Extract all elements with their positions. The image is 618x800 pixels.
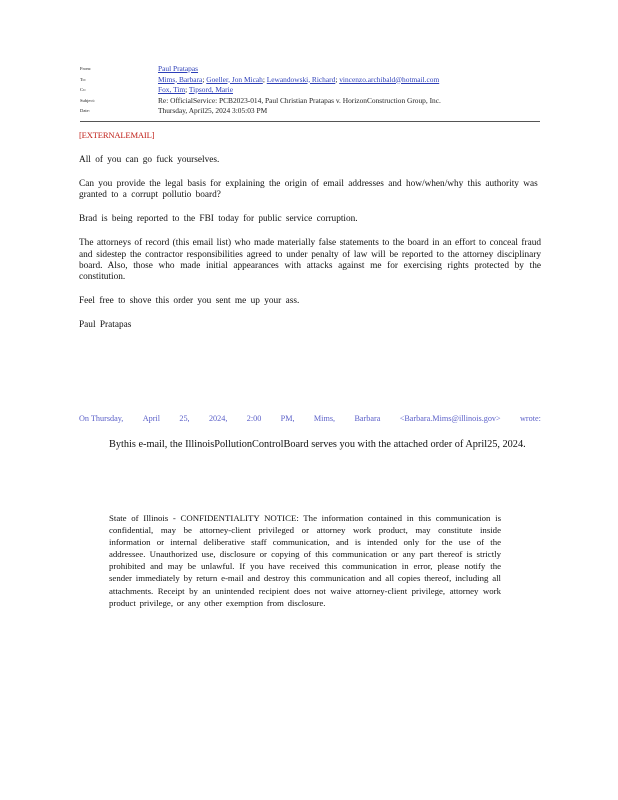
subject-value: Re: OfficialService: PCB2023-014, Paul Christian Pratapas v. HorizonConstruction Group, Inc. bbox=[158, 95, 441, 105]
body-paragraph: Can you provide the legal basis for explaining the origin of email addresses and how/when/why this authority was granted to a corrupt pollutio board? bbox=[79, 178, 538, 201]
subject-label: Subject: bbox=[80, 97, 96, 103]
external-email-tag: [EXTERNALEMAIL] bbox=[79, 130, 155, 140]
body-paragraph: Brad is being reported to the FBI today for public service corruption. bbox=[79, 214, 358, 225]
quoted-service-text: Bythis e-mail, the IllinoisPollutionControlBoard serves you with the attached order of April25, 2024. bbox=[109, 439, 526, 450]
cc-recipient-link[interactable]: Fox, Tim bbox=[158, 85, 186, 94]
date-value: Thursday, April25, 2024 3:05:03 PM bbox=[158, 106, 268, 115]
to-row: To: Mims, Barbara; Goeller, Jon Micah; Lewandowski, Richard; vincenzo.archibald@hotmail.com bbox=[80, 74, 440, 84]
cc-recipient-link[interactable]: Tipsord, Marie bbox=[188, 85, 233, 94]
body-paragraph: Feel free to shove this order you sent me up your ass. bbox=[79, 296, 300, 307]
to-recipient-link[interactable]: vincenzo.archibald@hotmail.com bbox=[339, 74, 440, 84]
quoted-reply-header: On Thursday, April 25, 2024, 2:00 PM, Mims, Barbara <Barbara.Mims@illinois.gov> wrote: bbox=[79, 414, 541, 423]
body-paragraph: All of you can go fuck yourselves. bbox=[79, 155, 220, 165]
cc-label: Cc: bbox=[80, 87, 87, 92]
cc-row: Cc: Fox, Tim; Tipsord, Marie bbox=[80, 85, 233, 94]
to-label: To: bbox=[80, 76, 87, 82]
date-row bbox=[80, 106, 540, 117]
signature: Paul Pratapas bbox=[79, 320, 132, 331]
to-recipient-link[interactable]: Mims, Barbara bbox=[158, 74, 203, 84]
quoted-sender-email: <Barbara.Mims@illinois.gov> bbox=[399, 414, 501, 423]
email-body bbox=[79, 155, 541, 344]
body-paragraph: The attorneys of record (this email list) who made materially false statements to the board in an effort to conceal fraud and sidestep the contractor responsibilities agreed to under penalty of law will be reported to the attorney disciplinary board. Also, those who made initial appearances with attacks against me for exercising rights protected by the constitution. bbox=[79, 238, 541, 283]
subject-row bbox=[80, 96, 540, 107]
from-link[interactable]: Paul Pratapas bbox=[158, 64, 199, 73]
from-label: From: bbox=[80, 66, 92, 71]
header-divider bbox=[80, 121, 540, 122]
email-header bbox=[80, 64, 540, 117]
to-recipient-link[interactable]: Lewandowski, Richard bbox=[266, 74, 336, 84]
date-label: Date: bbox=[80, 108, 90, 113]
to-recipient-link[interactable]: Goeller, Jon Micah bbox=[206, 74, 263, 84]
from-row bbox=[80, 64, 540, 75]
confidentiality-notice: State of Illinois - CONFIDENTIALITY NOTICE: The information contained in this communication is confidential, may be attorney-client privileged or attorney work product, may constitute inside information or internal deliberative staff communication, and is intended only for the use of the addressee. Unauthorized use, disclosure or copying of this communication or any part thereof is strictly prohibited and may be unlawful. If you have received this communication in error, please notify the sender immediately by return e-mail and destroy this communication and all copies thereof, including all attachments. Receipt by an unintended recipient does not waive attorney-client privilege, attorney work product privilege, or any other exemption from disclosure. bbox=[109, 513, 501, 608]
